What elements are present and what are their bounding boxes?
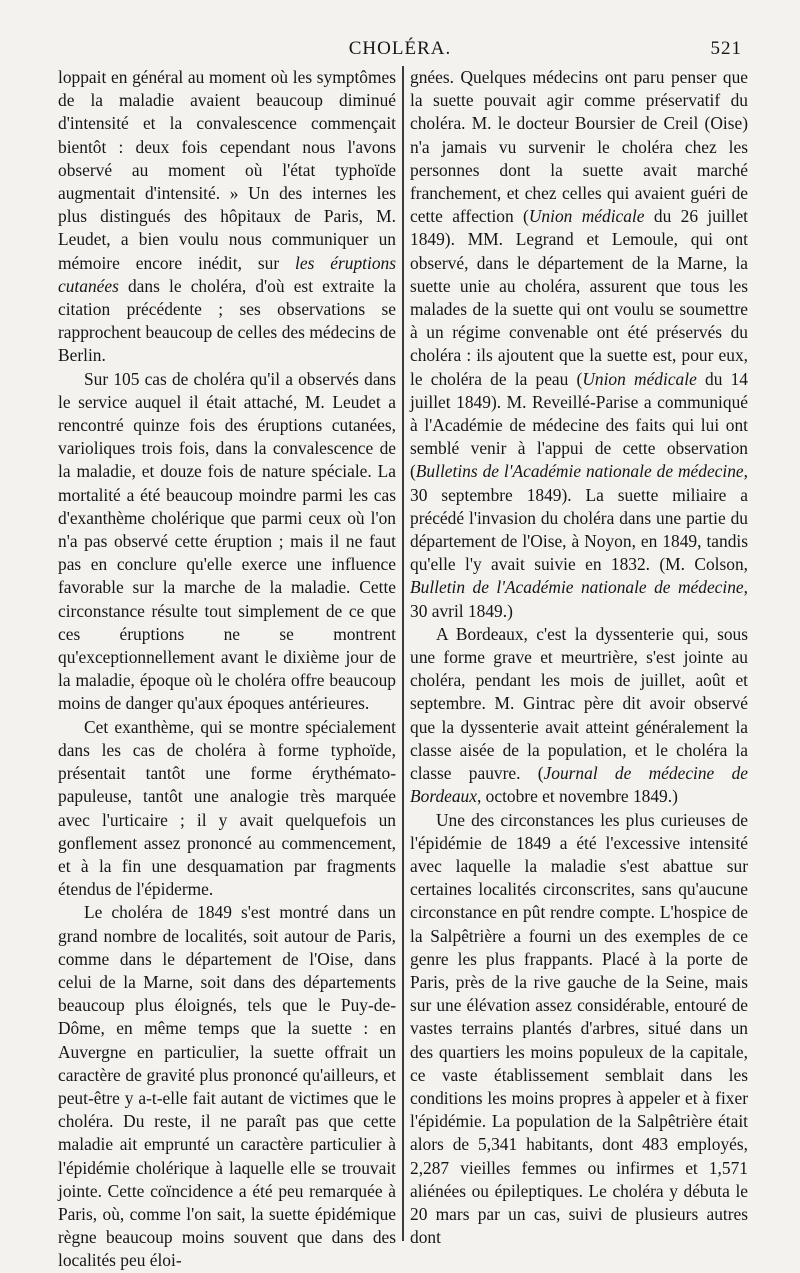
right-column <box>410 66 748 1249</box>
running-title: CHOLÉRA. <box>348 38 452 59</box>
paragraph: loppait en général au moment où les symptômes de la maladie avaient beaucoup diminué d'intensité et la convalescence commençait bientôt : deux fois cependant nous l'avons observé au moment où l'état typhoïde augmentait d'intensité. » Un des internes les plus distingués des hôpitaux de Paris, M. Leudet, a bien voulu nous communiquer un mémoire encore inédit, sur les éruptions cutanées dans le choléra, d'où est extraite la citation précédente ; ses observations se rapprochent beaucoup de celles des médecins de Berlin. <box>58 67 396 366</box>
left-column <box>58 66 396 1273</box>
paragraph: Une des circonstances les plus curieuses de l'épidémie de 1849 a été l'excessive intensité avec laquelle la maladie s'est abattue sur certaines localités circonscrites, sans qu'aucune circonstance en pût rendre compte. L'hospice de la Salpêtrière a fourni un des exemples de ce genre les plus frappants. Placé à la porte de Paris, près de la rive gauche de la Seine, mais sur une élévation assez considérable, entouré de vastes terrains plantés d'arbres, situé dans un des quartiers les moins populeux de la capitale, ce vaste établissement semblait dans les conditions les moins propres à appeler et à fixer l'épidémie. La population de la Salpêtrière était alors de 5,341 habitants, dont 483 employés, 2,287 vieilles femmes ou infirmes et 1,571 aliénées ou épileptiques. Le choléra y débuta le 20 mars par un cas, suivi de plusieurs autres dont <box>410 809 748 1248</box>
paragraph: gnées. Quelques médecins ont paru penser que la suette pouvait agir comme préservatif du choléra. M. le docteur Boursier de Creil (Oise) n'a jamais vu survenir le choléra chez les personnes dont la suette avait marché franchement, et chez celles qui avaient guéri de cette affection (Union médicale du 26 juillet 1849). MM. Legrand et Lemoule, qui ont observé, dans le département de la Marne, la suette unie au choléra, assurent que tous les malades de la suette qui ont voulu se soumettre à un régime convenable ont été préservés du choléra : ils ajoutent que la suette est, pour eux, le choléra de la peau (Union médicale du 14 juillet 1849). M. Reveillé-Parise a communiqué à l'Académie de médecine des faits qui lui ont semblé venir à l'appui de cette observation (Bulletins de l'Académie nationale de médecine, 30 septembre 1849). La suette miliaire a précédé l'invasion du choléra dans une partie du département de l'Oise, à Noyon, en 1849, tandis qu'elle l'y avait suivie en 1832. (M. Colson, Bulletin de l'Académie nationale de médecine, 30 avril 1849.) <box>410 67 748 621</box>
paragraph: Cet exanthème, qui se montre spécialement dans les cas de choléra à forme typhoïde, présentait tantôt une forme érythémato-papuleuse, tantôt une analogie très marquée avec l'urticaire ; il y avait quelquefois un gonflement assez prononcé au commencement, et à la fin une desquamation par fragments étendus de l'épiderme. <box>58 716 396 900</box>
running-header <box>58 38 742 68</box>
paragraph: Sur 105 cas de choléra qu'il a observés dans le service auquel il était attaché, M. Leudet a rencontré quinze fois des éruptions cutanées, varioliques trois fois, dans la convalescence de la maladie, et douze fois de nature spéciale. La mortalité a été beaucoup moindre parmi les cas d'exanthème cholérique que parmi ceux où l'on n'a pas observé cette éruption ; mais il ne faut pas en conclure qu'elle exerce une influence favorable sur la marche de la maladie. Cette circonstance résulte tout simplement de ce que ces éruptions ne se montrent qu'exceptionnellement avant le dixième jour de la maladie, époque où le choléra offre beaucoup moins de danger qu'aux époques antérieures. <box>58 368 396 714</box>
paragraph: Le choléra de 1849 s'est montré dans un grand nombre de localités, soit autour de Paris, comme dans le département de l'Oise, dans celui de la Marne, soit dans des départements beaucoup plus éloignés, tels que le Puy-de-Dôme, en même temps que la suette : en Auvergne en particulier, la suette offrait un caractère de gravité plus prononcé qu'ailleurs, et peut-être y a-t-elle fait autant de victimes que le choléra. Du reste, il ne paraît pas que cette maladie ait emprunté un caractère particulier à l'épidémie cholérique à laquelle elle se trouvait jointe. Cette coïncidence a été peu remarquée à Paris, où, comme l'on sait, la suette épidémique règne beaucoup moins souvent que dans des localités peu éloi- <box>58 902 396 1271</box>
page-number: 521 <box>710 38 742 59</box>
paragraph: A Bordeaux, c'est la dyssenterie qui, sous une forme grave et meurtrière, s'est jointe au choléra, pendant les mois de juillet, août et septembre. M. Gintrac père dit avoir observé que la dyssenterie avait atteint généralement la classe aisée de la population, et le choléra la classe pauvre. (Journal de médecine de Bordeaux, octobre et novembre 1849.) <box>410 623 748 807</box>
column-divider <box>402 66 404 1241</box>
